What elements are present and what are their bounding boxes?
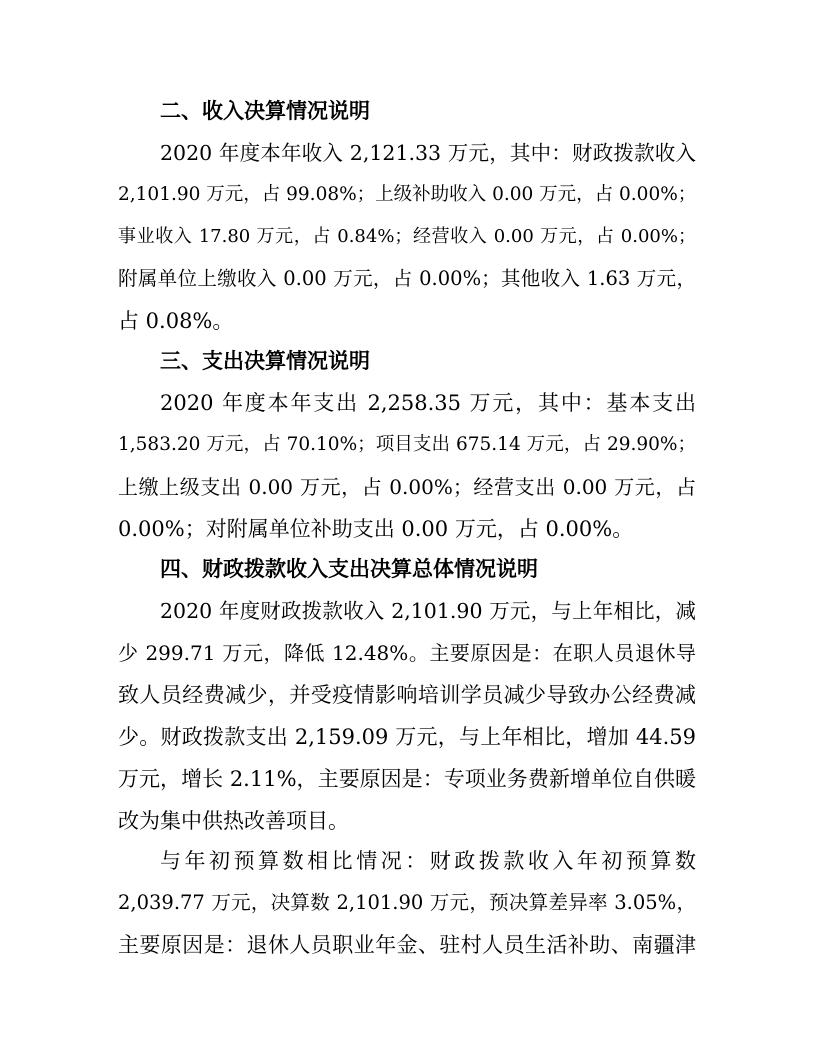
- paragraph-line: 主要原因是：退休人员职业年金、驻村人员生活补助、南疆津: [118, 933, 696, 957]
- paragraph-line: 2020 年度本年收入 2,121.33 万元，其中：财政拨款收入: [160, 141, 696, 165]
- paragraph-line: 附属单位上缴收入 0.00 万元，占 0.00%；其他收入 1.63 万元，: [118, 267, 696, 290]
- paragraph-line: 与年初预算数相比情况：财政拨款收入年初预算数: [160, 849, 696, 873]
- paragraph-line: 0.00%；对附属单位补助支出 0.00 万元，占 0.00%。: [118, 517, 634, 541]
- paragraph-line: 上缴上级支出 0.00 万元，占 0.00%；经营支出 0.00 万元，占: [118, 475, 696, 499]
- paragraph-line: 致人员经费减少，并受疫情影响培训学员减少导致办公经费减: [118, 683, 696, 707]
- paragraph-line: 2,101.90 万元，占 99.08%；上级补助收入 0.00 万元，占 0.00%；: [118, 184, 697, 205]
- paragraph-line: 1,583.20 万元，占 70.10%；项目支出 675.14 万元，占 29.90%；: [118, 434, 696, 455]
- paragraph-line: 少 299.71 万元，降低 12.48%。主要原因是：在职人员退休导: [118, 641, 696, 665]
- paragraph-line: 事业收入 17.80 万元，占 0.84%；经营收入 0.00 万元，占 0.00%；: [118, 226, 696, 247]
- paragraph-line: 少。财政拨款支出 2,159.09 万元，与上年相比，增加 44.59: [118, 725, 696, 749]
- paragraph-line: 2,039.77 万元，决算数 2,101.90 万元，预决算差异率 3.05%，: [118, 891, 696, 914]
- section-heading-income: 二、收入决算情况说明: [160, 99, 370, 123]
- paragraph-line: 2020 年度本年支出 2,258.35 万元，其中：基本支出: [160, 391, 696, 415]
- paragraph-line: 改为集中供热改善项目。: [118, 809, 349, 833]
- paragraph-line: 万元，增长 2.11%，主要原因是：专项业务费新增单位自供暖: [118, 767, 696, 791]
- section-heading-expenditure: 三、支出决算情况说明: [160, 349, 370, 373]
- paragraph-line: 2020 年度财政拨款收入 2,101.90 万元，与上年相比，减: [160, 599, 696, 623]
- section-heading-fiscal: 四、财政拨款收入支出决算总体情况说明: [160, 557, 538, 581]
- paragraph-line: 占 0.08%。: [118, 309, 234, 333]
